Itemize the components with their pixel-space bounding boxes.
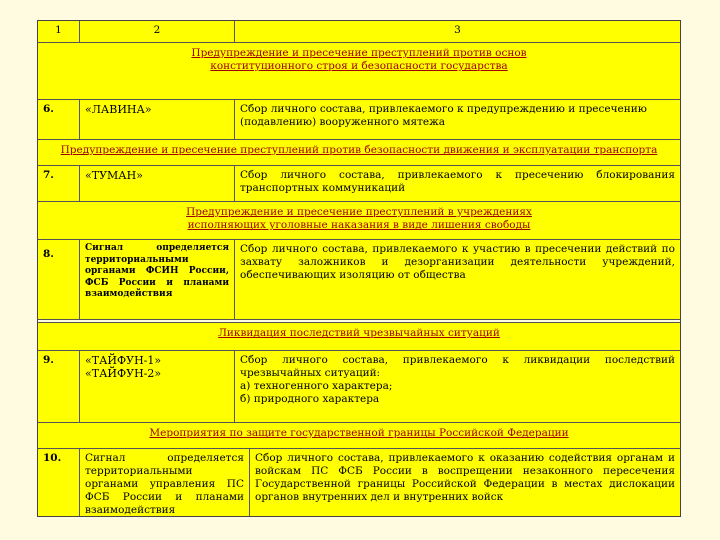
signal-code-1: «ТАЙФУН-1» xyxy=(85,354,162,367)
signal-code-2: «ТАЙФУН-2» xyxy=(85,367,162,380)
signal-code: «ЛАВИНА» xyxy=(80,100,235,140)
row-description-main: Сбор личного состава, привлекаемого к ликвидации последствий чрезвычайных ситуаций: xyxy=(240,354,675,379)
header-col-2: 2 xyxy=(80,21,235,43)
header-row xyxy=(38,21,680,43)
row-description xyxy=(235,351,680,423)
row-number: 9. xyxy=(38,351,80,423)
section-title-2-line1: Предупреждение и пресечение преступлений против безопасности движения и эксплуатации транспорта xyxy=(60,144,658,156)
table-row xyxy=(38,100,680,140)
section-title-1 xyxy=(38,43,680,100)
row-number: 8. xyxy=(38,240,80,320)
section-title-1-line1: Предупреждение и пресечение преступлений против основ xyxy=(191,47,527,59)
row-description: Сбор личного состава, привлекаемого к участию в пресечении действий по захвату заложников и дезорганизации деятельности учреждений, обеспечивающих изоляцию от общества xyxy=(235,240,680,320)
row-description: Сбор личного состава, привлекаемого к пресечению блокирования транспортных коммуникаций xyxy=(235,166,680,202)
signal-text: Сигнал определяется территориальными органами управления ПС ФСБ России и планами взаимодействия xyxy=(80,449,250,516)
section-title-5 xyxy=(38,423,680,449)
section-title-1-line2: конституционного строя и безопасности государства xyxy=(210,60,508,72)
row-description: Сбор личного состава, привлекаемого к оказанию содействия органам и войскам ПС ФСБ России в воспрещении незаконного пересечения Государственной границы Российской Федерации в местах дислокации органов внутренних дел и внутренних войск xyxy=(255,452,675,503)
row-number: 7. xyxy=(38,166,80,202)
row-number: 10. xyxy=(38,449,80,516)
table-row xyxy=(38,449,680,516)
table-row xyxy=(38,351,680,423)
section-title-4 xyxy=(38,323,680,351)
signal-codes xyxy=(80,351,235,423)
row-description: Сбор личного состава, привлекаемого к предупреждению и пресечению (подавлению) вооруженного мятежа xyxy=(235,100,680,140)
signal-text: Сигнал определяется территориальными органами ФСИН России, ФСБ России и планами взаимодействия xyxy=(80,240,235,320)
section-title-3-line2: исполняющих уголовные наказания в виде лишения свободы xyxy=(187,219,531,231)
header-col-3: 3 xyxy=(235,21,680,43)
row-description-b: б) природного характера xyxy=(240,393,380,405)
section-title-5-line1: Мероприятия по защите государственной границы Российской Федерации xyxy=(149,427,569,439)
section-title-3 xyxy=(38,202,680,240)
signal-code: «ТУМАН» xyxy=(80,166,235,202)
section-title-3-line1: Предупреждение и пресечение преступлений в учреждениях xyxy=(186,206,532,218)
row-description-a: а) техногенного характера; xyxy=(240,380,393,392)
section-title-2 xyxy=(38,140,680,166)
section-title-4-line1: Ликвидация последствий чрезвычайных ситуаций xyxy=(218,327,500,339)
table-row xyxy=(38,166,680,202)
header-col-1: 1 xyxy=(38,21,80,43)
table-row xyxy=(38,240,680,320)
row-number: 6. xyxy=(38,100,80,140)
table xyxy=(37,20,681,517)
